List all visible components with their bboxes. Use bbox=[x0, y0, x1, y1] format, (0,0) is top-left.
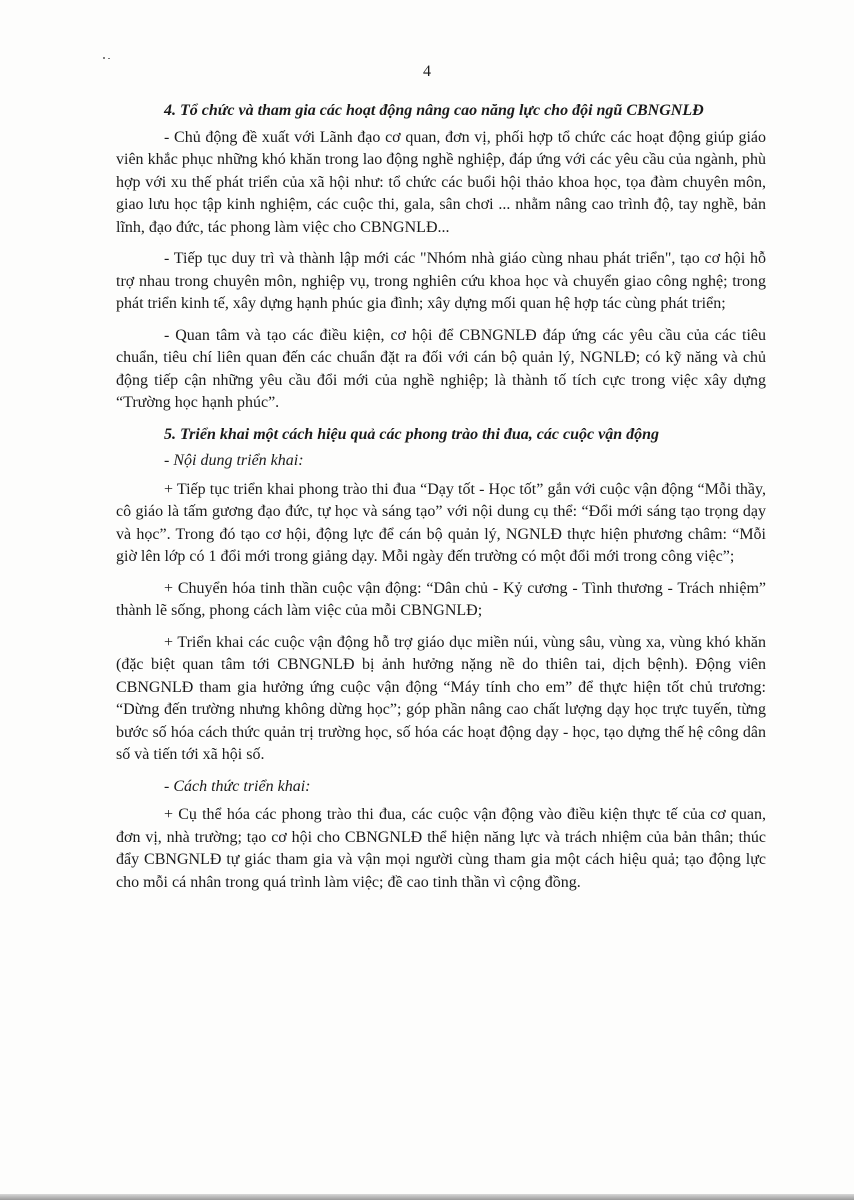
scan-speck bbox=[108, 58, 110, 59]
content-label: - Nội dung triển khai: bbox=[164, 452, 304, 469]
section-4-paragraph: - Quan tâm và tạo các điều kiện, cơ hội để CBNGNLĐ đáp ứng các yêu cầu của các tiêu chuẩn, tiêu chí liên quan đến các chuẩn đặt ra đối với cán bộ quản lý, NGNLĐ; có kỹ năng và chủ động tiếp cận những yêu cầu đổi mới của nghề nghiệp; là thành tố tích cực trong việc xây dựng “Trường học hạnh phúc”. bbox=[116, 326, 766, 411]
method-item: + Cụ thể hóa các phong trào thi đua, các cuộc vận động vào điều kiện thực tế của cơ quan, đơn vị, nhà trường; tạo cơ hội cho CBNGNLĐ thể hiện năng lực và trách nhiệm của bản thân; thúc đẩy CBNGNLĐ tự giác tham gia và vận mọi người cùng tham gia một cách hiệu quả; tạo động lực cho mỗi cá nhân trong quá trình làm việc; đề cao tinh thần vì cộng đồng. bbox=[116, 806, 766, 891]
section-4-paragraph: - Chủ động đề xuất với Lãnh đạo cơ quan, đơn vị, phối hợp tổ chức các hoạt động giúp giáo viên khắc phục những khó khăn trong lao động nghề nghiệp, đáp ứng với các yêu cầu của ngành, phù hợp với xu thế phát triển của xã hội như: tổ chức các buổi hội thảo khoa học, tọa đàm chuyên môn, giao lưu học tập kinh nghiệm, các cuộc thi, gala, sân chơi ... nhằm nâng cao trình độ, tay nghề, bản lĩnh, đạo đức, tác phong làm việc cho CBNGNLĐ... bbox=[116, 128, 766, 236]
method-label: - Cách thức triển khai: bbox=[164, 777, 311, 795]
content-item: + Tiếp tục triển khai phong trào thi đua “Dạy tốt - Học tốt” gắn với cuộc vận động “Mỗi thầy, cô giáo là tấm gương đạo đức, tự học và sáng tạo” với nội dung cụ thể: “Đổi mới sáng tạo trọng dạy và học”. Trong đó tạo cơ hội, động lực để cán bộ quản lý, NGNLĐ thực hiện phương châm: “Mỗi giờ lên lớp có 1 đổi mới trong giảng dạy. Mỗi ngày đến trường có một đổi mới trong công việc”; bbox=[116, 480, 766, 565]
scan-speck bbox=[103, 57, 105, 59]
scan-bottom-edge bbox=[0, 1194, 854, 1200]
section-4-heading: 4. Tổ chức và tham gia các hoạt động nâng cao năng lực cho đội ngũ CBNGNLĐ bbox=[164, 102, 704, 119]
content-item: + Triển khai các cuộc vận động hỗ trợ giáo dục miền núi, vùng sâu, vùng xa, vùng khó khăn (đặc biệt quan tâm tới CBNGNLĐ bị ảnh hưởng nặng nề do thiên tai, dịch bệnh). Động viên CBNGNLĐ tham gia hưởng ứng cuộc vận động “Máy tính cho em” để thực hiện tốt chủ trương: “Dừng đến trường nhưng không dừng học”; góp phần nâng cao chất lượng dạy học trực tuyến, từng bước số hóa cách thức quản trị trường học, số hóa các hoạt động dạy - học, tạo dựng thế hệ công dân số và tiến tới xã hội số. bbox=[116, 633, 766, 763]
section-5-heading: 5. Triển khai một cách hiệu quả các phong trào thi đua, các cuộc vận động bbox=[164, 425, 659, 443]
document-body bbox=[116, 100, 766, 903]
section-4-paragraph: - Tiếp tục duy trì và thành lập mới các "Nhóm nhà giáo cùng nhau phát triển", tạo cơ hội hỗ trợ nhau trong chuyên môn, nghiệp vụ, trong nghiên cứu khoa học và chuyển giao công nghệ; trong phát triển kinh tế, xây dựng hạnh phúc gia đình; xây dựng mối quan hệ hợp tác cùng phát triển; bbox=[116, 250, 766, 312]
content-item: + Chuyển hóa tinh thần cuộc vận động: “Dân chủ - Kỷ cương - Tình thương - Trách nhiệm” thành lẽ sống, phong cách làm việc của mỗi CBNGNLĐ; bbox=[116, 579, 766, 619]
page-number: 4 bbox=[423, 63, 431, 80]
